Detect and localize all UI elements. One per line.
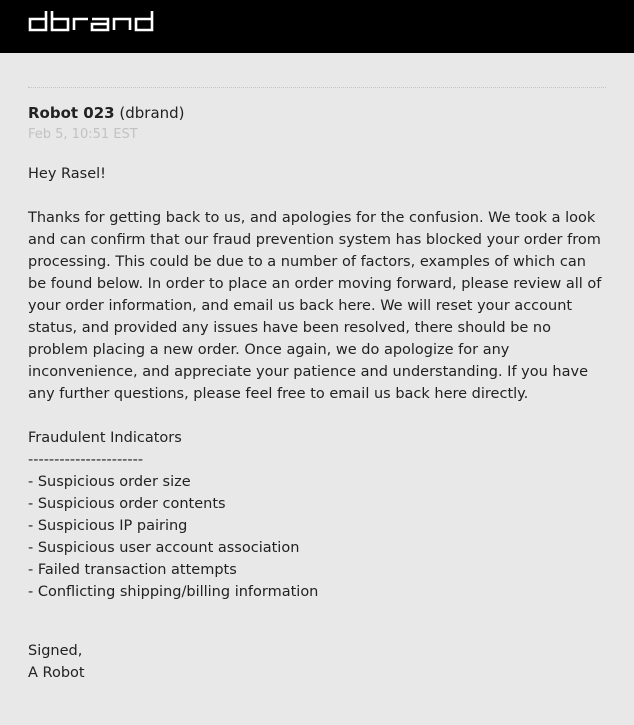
signer-name: A Robot: [28, 665, 85, 681]
message-paragraph: Thanks for getting back to us, and apologies for the confusion. We took a look and can confirm that our fraud prevention system has blocked your order from processing. This could be due to a number of factors, examples of which can be found below. In order to place an order moving forward, please review all of your order information, and email us back here. We will reset your account status, and provided any issues have been resolved, there should be no problem placing a new order. Once again, we do apologize for any inconvenience, and appreciate your patience and understanding. If you have any further questions, please feel free to email us back here directly.: [28, 210, 602, 402]
indicators-rule: ----------------------: [28, 452, 144, 468]
divider: [28, 87, 606, 88]
dbrand-logo[interactable]: [28, 9, 162, 33]
list-item: - Suspicious user account association: [28, 540, 300, 556]
message-timestamp: Feb 5, 10:51 EST: [28, 127, 138, 142]
list-item: - Suspicious order size: [28, 474, 191, 490]
signed-label: Signed,: [28, 643, 83, 659]
fraud-indicators: [28, 427, 606, 603]
list-item: - Conflicting shipping/billing information: [28, 584, 319, 600]
indicators-title: Fraudulent Indicators: [28, 430, 182, 446]
greeting: Hey Rasel!: [28, 166, 106, 182]
list-item: - Suspicious order contents: [28, 496, 226, 512]
message-body: [28, 163, 606, 684]
signature: [28, 640, 606, 684]
list-item: - Suspicious IP pairing: [28, 518, 188, 534]
list-item: - Failed transaction attempts: [28, 562, 237, 578]
sender-org: (dbrand): [119, 104, 185, 122]
dbrand-logo-icon: [28, 9, 162, 33]
message-sender: [28, 104, 606, 122]
header-bar: [0, 0, 634, 53]
sender-name: Robot 023: [28, 104, 115, 122]
message-container: [28, 87, 606, 684]
